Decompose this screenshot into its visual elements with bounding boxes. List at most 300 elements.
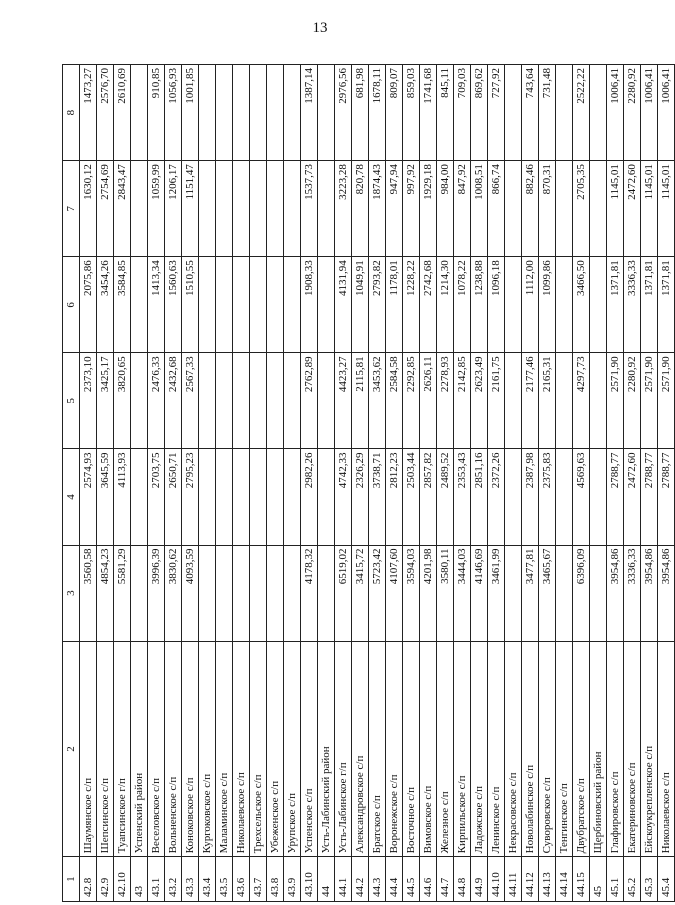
- value-cell: 2576,70: [97, 65, 114, 161]
- value-cell: 3336,33: [624, 545, 641, 641]
- value-cell: 1371,81: [607, 257, 624, 353]
- value-cell: 997,92: [403, 161, 420, 257]
- row-code: 44.4: [386, 857, 403, 902]
- table-row: [148, 65, 165, 902]
- value-cell: 1206,17: [165, 161, 182, 257]
- page-number: 13: [312, 20, 328, 36]
- value-cell: 882,46: [522, 161, 539, 257]
- table-row: [641, 65, 658, 902]
- value-cell: 2754,69: [97, 161, 114, 257]
- value-cell: 1112,00: [522, 257, 539, 353]
- row-code: 45.4: [658, 857, 675, 902]
- value-cell: [505, 65, 522, 161]
- value-cell: 2161,75: [488, 353, 505, 449]
- row-code: 43.1: [148, 857, 165, 902]
- value-cell: 6519,02: [335, 545, 352, 641]
- row-name: Восточное с/п: [403, 641, 420, 857]
- value-cell: 2567,33: [182, 353, 199, 449]
- value-cell: 2142,85: [454, 353, 471, 449]
- table-row: [403, 65, 420, 902]
- value-cell: 2115,81: [352, 353, 369, 449]
- value-cell: [284, 161, 301, 257]
- row-code: 43.4: [199, 857, 216, 902]
- value-cell: [233, 257, 250, 353]
- value-cell: 1099,86: [539, 257, 556, 353]
- value-cell: 809,07: [386, 65, 403, 161]
- value-cell: [590, 65, 607, 161]
- value-cell: [233, 545, 250, 641]
- table-row: [522, 65, 539, 902]
- value-cell: 3461,99: [488, 545, 505, 641]
- value-cell: [590, 161, 607, 257]
- row-name: Тенгинское с/п: [556, 641, 573, 857]
- value-cell: 2851,16: [471, 449, 488, 545]
- value-cell: 2280,92: [624, 65, 641, 161]
- row-code: 42.10: [114, 857, 131, 902]
- value-cell: 869,62: [471, 65, 488, 161]
- value-cell: 2705,35: [573, 161, 590, 257]
- value-cell: [199, 65, 216, 161]
- row-name: Щербиновский район: [590, 641, 607, 857]
- row-code: 42.9: [97, 857, 114, 902]
- column-header: 3: [63, 545, 80, 641]
- value-cell: 4742,33: [335, 449, 352, 545]
- value-cell: 2762,89: [301, 353, 318, 449]
- value-cell: [284, 257, 301, 353]
- value-cell: [318, 65, 335, 161]
- value-cell: 2788,77: [658, 449, 675, 545]
- tariff-table: [62, 64, 675, 902]
- table-row: [114, 65, 131, 902]
- table-row: [624, 65, 641, 902]
- value-cell: [590, 353, 607, 449]
- value-cell: [131, 161, 148, 257]
- value-cell: [199, 545, 216, 641]
- table-row: [386, 65, 403, 902]
- row-code: 43: [131, 857, 148, 902]
- value-cell: 3954,86: [641, 545, 658, 641]
- value-cell: 1096,18: [488, 257, 505, 353]
- value-cell: [131, 545, 148, 641]
- table-row: [556, 65, 573, 902]
- value-cell: 2795,23: [182, 449, 199, 545]
- value-cell: 2177,46: [522, 353, 539, 449]
- table-row: [97, 65, 114, 902]
- row-code: 43.7: [250, 857, 267, 902]
- value-cell: [267, 353, 284, 449]
- value-cell: [267, 65, 284, 161]
- table-body: [63, 65, 675, 902]
- value-cell: 3444,03: [454, 545, 471, 641]
- value-cell: 820,78: [352, 161, 369, 257]
- table-row: [352, 65, 369, 902]
- table-row: [182, 65, 199, 902]
- value-cell: 947,94: [386, 161, 403, 257]
- value-cell: 3466,50: [573, 257, 590, 353]
- value-cell: 5723,42: [369, 545, 386, 641]
- column-header: 2: [63, 641, 80, 857]
- value-cell: 2075,86: [80, 257, 97, 353]
- value-cell: 2610,69: [114, 65, 131, 161]
- value-cell: 5581,29: [114, 545, 131, 641]
- row-code: 43.3: [182, 857, 199, 902]
- row-name: Ладожское с/п: [471, 641, 488, 857]
- value-cell: 3560,58: [80, 545, 97, 641]
- value-cell: [318, 257, 335, 353]
- value-cell: 2373,10: [80, 353, 97, 449]
- value-cell: [199, 257, 216, 353]
- row-code: 44.10: [488, 857, 505, 902]
- value-cell: 1008,51: [471, 161, 488, 257]
- row-code: 44.15: [573, 857, 590, 902]
- table-row: [454, 65, 471, 902]
- value-cell: 4107,60: [386, 545, 403, 641]
- row-code: 45.3: [641, 857, 658, 902]
- value-cell: 2432,68: [165, 353, 182, 449]
- value-cell: 3830,62: [165, 545, 182, 641]
- value-cell: 1413,34: [148, 257, 165, 353]
- value-cell: 1151,47: [182, 161, 199, 257]
- column-header: 7: [63, 161, 80, 257]
- value-cell: 4569,63: [573, 449, 590, 545]
- value-cell: 2571,90: [607, 353, 624, 449]
- table-row: [369, 65, 386, 902]
- row-code: 44.3: [369, 857, 386, 902]
- value-cell: 2626,11: [420, 353, 437, 449]
- value-cell: [318, 161, 335, 257]
- row-name: Веселовское с/п: [148, 641, 165, 857]
- value-cell: [199, 161, 216, 257]
- value-cell: 1560,63: [165, 257, 182, 353]
- value-cell: 1473,27: [80, 65, 97, 161]
- value-cell: 866,74: [488, 161, 505, 257]
- table-row: [80, 65, 97, 902]
- value-cell: 727,92: [488, 65, 505, 161]
- row-name: Вольненское с/п: [165, 641, 182, 857]
- row-name: Маламинское с/п: [216, 641, 233, 857]
- value-cell: 2375,83: [539, 449, 556, 545]
- value-cell: 2372,26: [488, 449, 505, 545]
- value-cell: 3954,86: [658, 545, 675, 641]
- value-cell: [590, 449, 607, 545]
- row-name: Туапсинское г/п: [114, 641, 131, 857]
- row-name: Усть-Лабинское г/п: [335, 641, 352, 857]
- value-cell: 4297,73: [573, 353, 590, 449]
- value-cell: 1908,33: [301, 257, 318, 353]
- row-name: Некрасовское с/п: [505, 641, 522, 857]
- value-cell: 2623,49: [471, 353, 488, 449]
- value-cell: 4178,32: [301, 545, 318, 641]
- value-cell: [199, 353, 216, 449]
- column-header: 6: [63, 257, 80, 353]
- value-cell: 3454,26: [97, 257, 114, 353]
- value-cell: 681,98: [352, 65, 369, 161]
- value-cell: [233, 161, 250, 257]
- value-cell: 2793,82: [369, 257, 386, 353]
- value-cell: 1630,12: [80, 161, 97, 257]
- value-cell: [216, 545, 233, 641]
- value-cell: [250, 545, 267, 641]
- value-cell: 3477,81: [522, 545, 539, 641]
- table-row: [250, 65, 267, 902]
- value-cell: 2574,93: [80, 449, 97, 545]
- value-cell: [284, 545, 301, 641]
- row-name: Ленинское с/п: [488, 641, 505, 857]
- value-cell: 4854,23: [97, 545, 114, 641]
- value-cell: 1049,91: [352, 257, 369, 353]
- value-cell: [505, 545, 522, 641]
- row-code: 44.14: [556, 857, 573, 902]
- value-cell: 4131,94: [335, 257, 352, 353]
- value-cell: [233, 449, 250, 545]
- row-code: 43.5: [216, 857, 233, 902]
- value-cell: 1371,81: [658, 257, 675, 353]
- column-header: 4: [63, 449, 80, 545]
- row-name: Братское с/п: [369, 641, 386, 857]
- row-name: Убеженское с/п: [267, 641, 284, 857]
- row-code: 43.8: [267, 857, 284, 902]
- value-cell: [267, 257, 284, 353]
- value-cell: 2788,77: [607, 449, 624, 545]
- row-code: 44.9: [471, 857, 488, 902]
- row-code: 44: [318, 857, 335, 902]
- value-cell: [267, 449, 284, 545]
- value-cell: 2387,98: [522, 449, 539, 545]
- value-cell: 1371,81: [641, 257, 658, 353]
- table-row: [590, 65, 607, 902]
- row-name: Коноковское с/п: [182, 641, 199, 857]
- value-cell: [284, 449, 301, 545]
- value-cell: 4423,27: [335, 353, 352, 449]
- value-cell: 2703,75: [148, 449, 165, 545]
- row-name: Новолабинское с/п: [522, 641, 539, 857]
- table-row: [573, 65, 590, 902]
- row-name: Успенский район: [131, 641, 148, 857]
- row-name: Воронежское с/п: [386, 641, 403, 857]
- value-cell: 3645,59: [97, 449, 114, 545]
- value-cell: 1238,88: [471, 257, 488, 353]
- value-cell: 2571,90: [658, 353, 675, 449]
- value-cell: 847,92: [454, 161, 471, 257]
- value-cell: 1059,99: [148, 161, 165, 257]
- value-cell: 2353,43: [454, 449, 471, 545]
- value-cell: 1929,18: [420, 161, 437, 257]
- rotated-table: [62, 64, 672, 902]
- value-cell: 3223,28: [335, 161, 352, 257]
- value-cell: 3415,72: [352, 545, 369, 641]
- table-row: [488, 65, 505, 902]
- value-cell: 4201,98: [420, 545, 437, 641]
- value-cell: 1178,01: [386, 257, 403, 353]
- value-cell: 1145,01: [658, 161, 675, 257]
- value-cell: 3820,65: [114, 353, 131, 449]
- value-cell: 1387,14: [301, 65, 318, 161]
- value-cell: [505, 161, 522, 257]
- row-name: Николаевское с/п: [233, 641, 250, 857]
- value-cell: [284, 353, 301, 449]
- value-cell: [267, 161, 284, 257]
- value-cell: 3594,03: [403, 545, 420, 641]
- value-cell: 3584,85: [114, 257, 131, 353]
- value-cell: 2584,58: [386, 353, 403, 449]
- row-code: 44.11: [505, 857, 522, 902]
- value-cell: 2472,60: [624, 449, 641, 545]
- value-cell: 1214,30: [437, 257, 454, 353]
- value-cell: [250, 449, 267, 545]
- row-code: 43.6: [233, 857, 250, 902]
- row-code: 44.8: [454, 857, 471, 902]
- row-code: 44.12: [522, 857, 539, 902]
- row-name: Шаумянское с/п: [80, 641, 97, 857]
- value-cell: 845,11: [437, 65, 454, 161]
- row-code: 44.2: [352, 857, 369, 902]
- value-cell: 1228,22: [403, 257, 420, 353]
- value-cell: [250, 65, 267, 161]
- row-code: 43.2: [165, 857, 182, 902]
- value-cell: 1145,01: [641, 161, 658, 257]
- value-cell: [199, 449, 216, 545]
- value-cell: 1145,01: [607, 161, 624, 257]
- value-cell: 1510,55: [182, 257, 199, 353]
- value-cell: 1537,73: [301, 161, 318, 257]
- row-code: 44.7: [437, 857, 454, 902]
- value-cell: 2326,29: [352, 449, 369, 545]
- value-cell: 2843,47: [114, 161, 131, 257]
- value-cell: 2489,52: [437, 449, 454, 545]
- value-cell: 2650,71: [165, 449, 182, 545]
- table-row: [607, 65, 624, 902]
- value-cell: 743,64: [522, 65, 539, 161]
- row-name: Глафировское с/п: [607, 641, 624, 857]
- value-cell: 4113,93: [114, 449, 131, 545]
- value-cell: [216, 65, 233, 161]
- value-cell: [318, 545, 335, 641]
- row-name: Суворовское с/п: [539, 641, 556, 857]
- row-name: Железное с/п: [437, 641, 454, 857]
- row-code: 42.8: [80, 857, 97, 902]
- row-name: Шепсинское с/п: [97, 641, 114, 857]
- column-header: 5: [63, 353, 80, 449]
- table-row: [233, 65, 250, 902]
- value-cell: [284, 65, 301, 161]
- value-cell: 2503,44: [403, 449, 420, 545]
- row-code: 44.1: [335, 857, 352, 902]
- value-cell: [216, 353, 233, 449]
- value-cell: 3336,33: [624, 257, 641, 353]
- value-cell: [556, 353, 573, 449]
- value-cell: [250, 161, 267, 257]
- row-name: Усть-Лабинский район: [318, 641, 335, 857]
- table-row: [539, 65, 556, 902]
- value-cell: [556, 545, 573, 641]
- value-cell: [318, 449, 335, 545]
- value-cell: 1006,41: [658, 65, 675, 161]
- row-name: Урупское с/п: [284, 641, 301, 857]
- row-name: Двубратское с/п: [573, 641, 590, 857]
- value-cell: [505, 257, 522, 353]
- table-row: [658, 65, 675, 902]
- table-row: [437, 65, 454, 902]
- value-cell: [233, 353, 250, 449]
- value-cell: 1006,41: [641, 65, 658, 161]
- value-cell: [131, 449, 148, 545]
- table-row: [284, 65, 301, 902]
- value-cell: [556, 257, 573, 353]
- row-name: Вимовское с/п: [420, 641, 437, 857]
- value-cell: 6396,09: [573, 545, 590, 641]
- value-cell: [250, 353, 267, 449]
- value-cell: [131, 257, 148, 353]
- value-cell: 1078,22: [454, 257, 471, 353]
- row-code: 44.5: [403, 857, 420, 902]
- value-cell: 3580,11: [437, 545, 454, 641]
- value-cell: 731,48: [539, 65, 556, 161]
- table-row: [420, 65, 437, 902]
- row-code: 45.1: [607, 857, 624, 902]
- value-cell: 910,85: [148, 65, 165, 161]
- value-cell: 2292,85: [403, 353, 420, 449]
- row-name: Николаевское с/п: [658, 641, 675, 857]
- value-cell: 2278,93: [437, 353, 454, 449]
- value-cell: [590, 545, 607, 641]
- value-cell: [131, 353, 148, 449]
- header-row: [63, 65, 80, 902]
- row-code: 43.10: [301, 857, 318, 902]
- row-name: Ейскоукрепленское с/п: [641, 641, 658, 857]
- value-cell: [250, 257, 267, 353]
- value-cell: [505, 449, 522, 545]
- value-cell: [556, 161, 573, 257]
- row-name: Кургоковское с/п: [199, 641, 216, 857]
- value-cell: [267, 545, 284, 641]
- value-cell: [216, 449, 233, 545]
- table-row: [335, 65, 352, 902]
- value-cell: 4093,59: [182, 545, 199, 641]
- value-cell: [131, 65, 148, 161]
- value-cell: 709,03: [454, 65, 471, 161]
- table-row: [216, 65, 233, 902]
- row-code: 45: [590, 857, 607, 902]
- value-cell: 1056,93: [165, 65, 182, 161]
- value-cell: 1874,43: [369, 161, 386, 257]
- value-cell: 2742,68: [420, 257, 437, 353]
- row-name: Екатериновское с/п: [624, 641, 641, 857]
- value-cell: [318, 353, 335, 449]
- value-cell: 2280,92: [624, 353, 641, 449]
- row-name: Трехсельское с/п: [250, 641, 267, 857]
- value-cell: 1006,41: [607, 65, 624, 161]
- value-cell: 3738,71: [369, 449, 386, 545]
- value-cell: 3425,17: [97, 353, 114, 449]
- value-cell: [233, 65, 250, 161]
- row-code: 44.6: [420, 857, 437, 902]
- value-cell: [556, 65, 573, 161]
- row-code: 44.13: [539, 857, 556, 902]
- column-header: 1: [63, 857, 80, 902]
- table-row: [199, 65, 216, 902]
- value-cell: 2788,77: [641, 449, 658, 545]
- table-row: [301, 65, 318, 902]
- value-cell: 2165,31: [539, 353, 556, 449]
- row-code: 43.9: [284, 857, 301, 902]
- value-cell: 3996,39: [148, 545, 165, 641]
- value-cell: [216, 161, 233, 257]
- value-cell: 3465,67: [539, 545, 556, 641]
- table-row: [165, 65, 182, 902]
- value-cell: 3453,62: [369, 353, 386, 449]
- table-row: [131, 65, 148, 902]
- value-cell: [590, 257, 607, 353]
